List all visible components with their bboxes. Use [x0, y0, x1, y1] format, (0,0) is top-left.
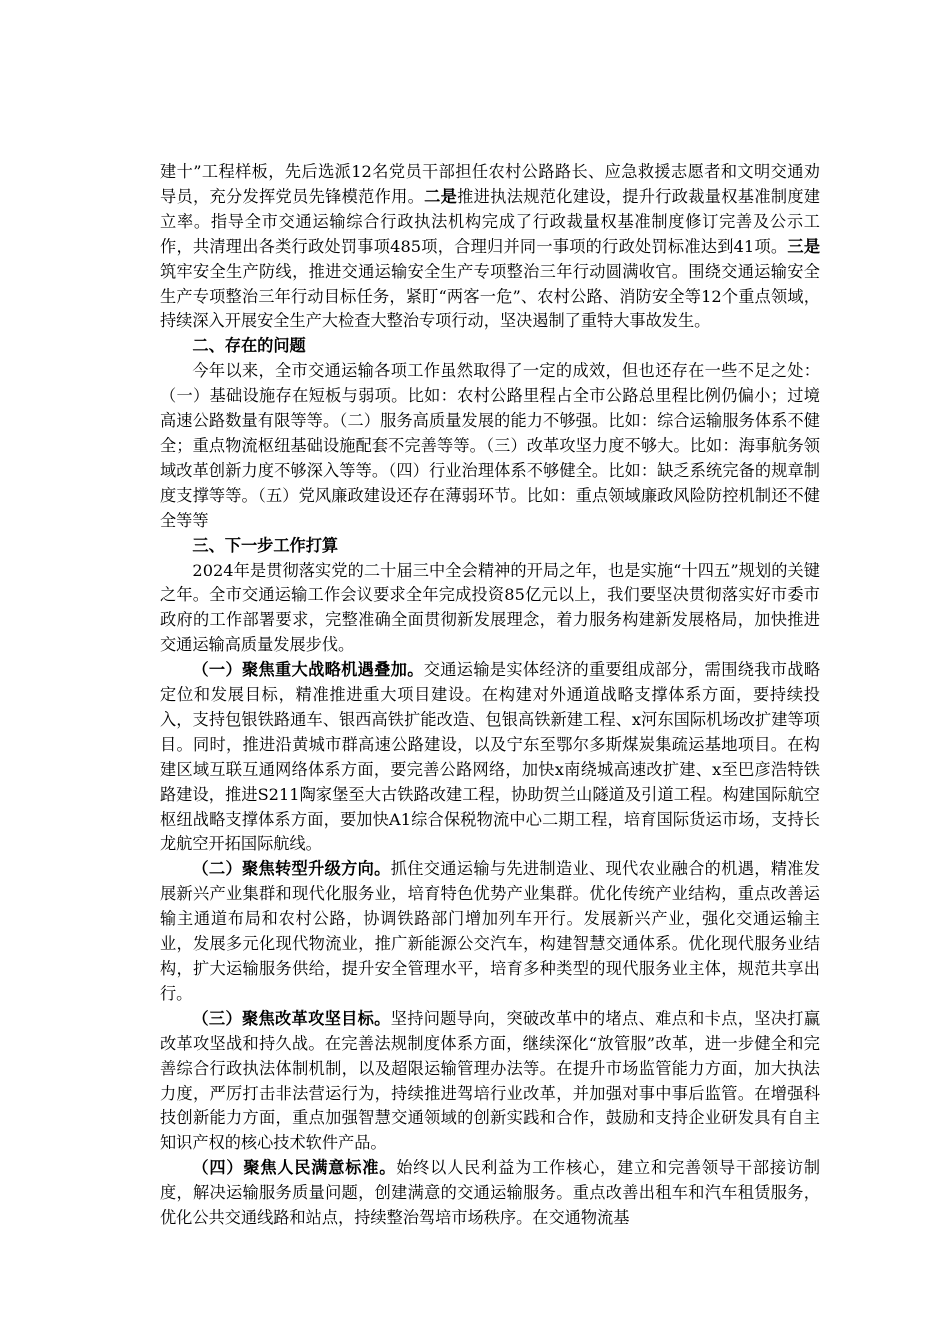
bold-run: （四）聚焦人民满意标准。 — [192, 1158, 397, 1178]
text-run: 今年以来，全市交通运输各项工作虽然取得了一定的成效，但也还存在一些不足之处：（一）基础设施存在短板与弱项。比如：农村公路里程占全市公路总里程比例仍偏小；过境高速公路数量有限等等。（二）服务高质量发展的能力不够强。比如：综合运输服务体系不健全；重点物流枢纽基础设施配套不完善等等。（三）改革攻坚力度不够大。比如：海事航务领域改革创新力度不够深入等等。（四）行业治理体系不够健全。比如：缺乏系统完备的规章制度支撑等等。（五）党风廉政建设还存在薄弱环节。比如：重点领域廉政风险防控机制还不健全等等 — [160, 361, 820, 530]
text-run: 2024年是贯彻落实党的二十届三中全会精神的开局之年，也是实施“十四五”规划的关键之年。全市交通运输工作会议要求全年完成投资85亿元以上，我们要坚决贯彻落实好市委市政府的工作部署要求，完整准确全面贯彻新发展理念，着力服务构建新发展格局，加快推进交通运输高质量发展步伐。 — [160, 560, 820, 655]
section-heading: 三、下一步工作打算 — [192, 535, 339, 555]
text-run: 始终以人民利益为工作核心，建立和完善领导干部接访制度，解决运输服务质量问题，创建满意的交通运输服务。重点改善出租车和汽车租赁服务，优化公共交通线路和站点，持续整治驾培市场秩序。在交通物流基 — [160, 1158, 821, 1228]
body-paragraph — [160, 658, 820, 857]
text-run: 建十”工程样板，先后选派12名党员干部担任农村公路路长、应急救援志愿者和文明交通劝导员，充分发挥党员先锋模范作用。 — [160, 162, 820, 206]
text-run: 抓住交通运输与先进制造业、现代农业融合的机遇，精准发展新兴产业集群和现代化服务业，培育特色优势产业集群。优化传统产业结构，重点改善运输主通道布局和农村公路，协调铁路部门增加列车开行。发展新兴产业，强化交通运输主业，发展多元化现代物流业，推广新能源公交汽车，构建智慧交通体系。优化现代服务业结构，扩大运输服务供给，提升安全管理水平，培育多种类型的现代服务业主体，规范共享出行。 — [160, 859, 821, 1003]
document-page — [160, 160, 820, 1231]
body-paragraph — [160, 1007, 820, 1156]
body-paragraph — [160, 359, 820, 533]
body-paragraph — [160, 559, 820, 659]
text-run: 筑牢安全生产防线，推进交通运输安全生产专项整治三年行动圆满收官。围绕交通运输安全生产专项整治三年行动目标任务，紧盯“两客一危”、农村公路、消防安全等12个重点领域，持续深入开展安全生产大检查大整治专项行动，坚决遏制了重特大事故发生。 — [160, 261, 820, 331]
bold-run: （三）聚焦改革攻坚目标。 — [192, 1008, 391, 1028]
bold-run: 二是 — [424, 186, 458, 206]
body-paragraph — [160, 1156, 820, 1231]
text-run: 推进执法规范化建设，提升行政裁量权基准制度建立率。指导全市交通运输综合行政执法机构完成了行政裁量权基准制度修订完善及公示工作，共清理出各类行政处罚事项485项，合理归并同一事项的行政处罚标准达到41项。 — [160, 186, 821, 256]
text-run: 交通运输是实体经济的重要组成部分，需围绕我市战略定位和发展目标，精准推进重大项目建设。在构建对外通道战略支撑体系方面，要持续投入，支持包银铁路通车、银西高铁扩能改造、包银高铁新建工程、x河东国际机场改扩建等项目。同时，推进沿黄城市群高速公路建设，以及宁东至鄂尔多斯煤炭集疏运基地项目。在构建区域互联互通网络体系方面，要完善公路网络，加快x南绕城高速改扩建、x至巴彦浩特铁路建设，推进S211陶家堡至大古铁路改建工程，协助贺兰山隧道及引道工程。构建国际航空枢纽战略支撑体系方面，要加快A1综合保税物流中心二期工程，培育国际货运市场，支持长龙航空开拓国际航线。 — [160, 660, 821, 854]
section-heading: 二、存在的问题 — [192, 336, 306, 356]
text-run: 坚持问题导向，突破改革中的堵点、难点和卡点，坚决打赢改革攻坚战和持久战。在完善法规制度体系方面，继续深化“放管服”改革，进一步健全和完善综合行政执法体制机制，以及超限运输管理办法等。在提升市场监管能力方面，加大执法力度，严厉打击非法营运行为，持续推进驾培行业改革，并加强对事中事后监管。在增强科技创新能力方面，重点加强智慧交通领域的创新实践和合作，鼓励和支持企业研发具有自主知识产权的核心技术软件产品。 — [160, 1008, 821, 1153]
bold-run: （二）聚焦转型升级方向。 — [192, 859, 391, 879]
body-paragraph — [160, 160, 820, 334]
body-paragraph — [160, 857, 820, 1006]
bold-run: 三是 — [787, 236, 821, 256]
bold-run: （一）聚焦重大战略机遇叠加。 — [192, 660, 424, 680]
